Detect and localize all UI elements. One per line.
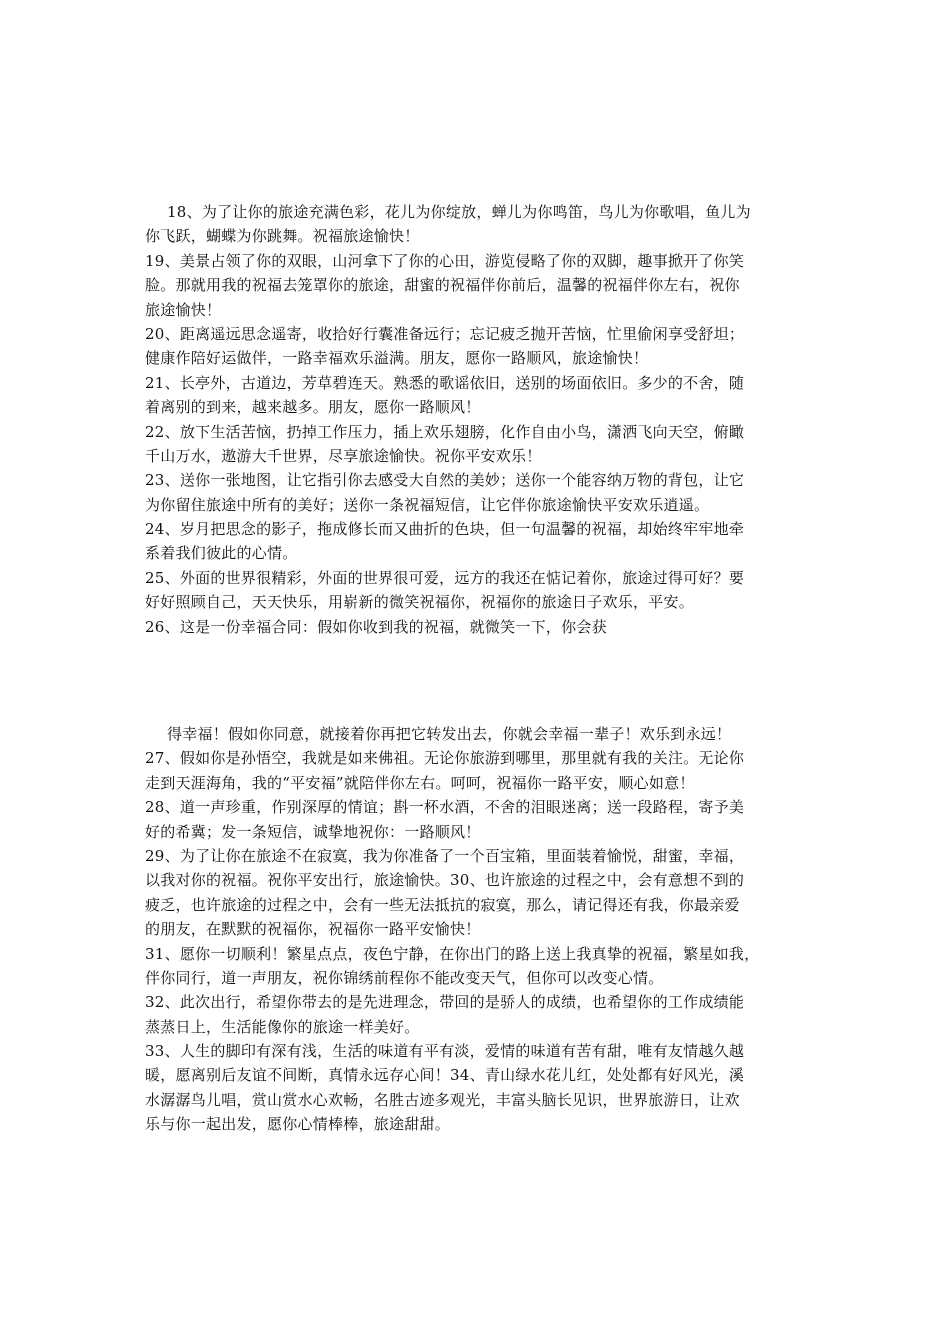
text-line: 28、道一声珍重，作别深厚的情谊；斟一杯水酒，不舍的泪眼迷离；送一段路程，寄予美 [145, 798, 745, 817]
text-line: 千山万水，遨游大千世界，尽享旅途愉快。祝你平安欢乐！ [145, 446, 542, 465]
text-line: 好的希冀；发一条短信，诚挚地祝你：一路顺风！ [145, 822, 481, 841]
text-line: 乐与你一起出发，愿你心情棒棒，旅途甜甜。 [145, 1115, 451, 1134]
text-line: 你飞跃，蝴蝶为你跳舞。祝福旅途愉快！ [145, 227, 420, 246]
text-line: 为你留住旅途中所有的美好；送你一条祝福短信，让它伴你旅途愉快平安欢乐逍遥。 [145, 495, 710, 514]
text-line: 伴你同行，道一声朋友，祝你锦绣前程你不能改变天气，但你可以改变心情。 [145, 968, 664, 987]
text-line: 19、美景占领了你的双眼，山河拿下了你的心田，游览侵略了你的双脚，趣事掀开了你笑 [145, 251, 745, 270]
text-line: 23、送你一张地图，让它指引你去感受大自然的美妙；送你一个能容纳万物的背包，让它 [145, 471, 745, 490]
text-line: 22、放下生活苦恼，扔掉工作压力，插上欢乐翅膀，化作自由小鸟，潇洒飞向天空，俯瞰 [145, 422, 745, 441]
text-line: 20、距离遥远思念遥寄，收拾好行囊准备远行；忘记疲乏抛开苦恼，忙里偷闲享受舒坦； [145, 324, 745, 343]
text-line: 得幸福！假如你同意，就接着你再把它转发出去，你就会幸福一辈子！欢乐到永远！ [167, 725, 732, 743]
text-line: 疲乏，也许旅途的过程之中，会有一些无法抵抗的寂寞，那么，请记得还有我，你最亲爱 [145, 895, 740, 914]
text-line: 32、此次出行，希望你带去的是先进理念，带回的是骄人的成绩，也希望你的工作成绩能 [145, 993, 745, 1012]
text-line: 以我对你的祝福。祝你平安出行，旅途愉快。30、也许旅途的过程之中，会有意想不到的 [145, 871, 745, 890]
text-line: 旅途愉快！ [145, 300, 222, 319]
text-line: 水潺潺鸟儿唱，赏山赏水心欢畅，名胜古迹多观光，丰富头脑长见识，世界旅游日，让欢 [145, 1090, 740, 1109]
text-line: 26、这是一份幸福合同：假如你收到我的祝福，就微笑一下，你会获 [145, 617, 607, 636]
text-line: 着离别的到来，越来越多。朋友，愿你一路顺风！ [145, 398, 481, 417]
text-line: 脸。那就用我的祝福去笼罩你的旅途，甜蜜的祝福伴你前后，温馨的祝福伴你左右，祝你 [145, 276, 740, 295]
text-block-bottom [145, 722, 817, 1137]
text-line: 好好照顾自己，天天快乐，用崭新的微笑祝福你，祝福你的旅途日子欢乐，平安。 [145, 593, 695, 612]
text-line: 18、为了让你的旅途充满色彩，花儿为你绽放，蝉儿为你鸣笛，鸟儿为你歌唱，鱼儿为 [167, 203, 751, 221]
text-line: 健康作陪好运做伴，一路幸福欢乐溢满。朋友，愿你一路顺风，旅途愉快！ [145, 349, 649, 368]
text-line: 的朋友，在默默的祝福你，祝福你一路平安愉快！ [145, 920, 481, 939]
text-block-top [145, 200, 817, 639]
text-line: 走到天涯海角，我的“平安福”就陪伴你左右。呵呵，祝福你一路平安，顺心如意！ [145, 773, 695, 792]
text-line: 25、外面的世界很精彩，外面的世界很可爱，远方的我还在惦记着你，旅途过得可好？要 [145, 568, 745, 587]
text-line: 暖，愿离别后友谊不间断，真情永远存心间！34、青山绿水花儿红，处处都有好风光，溪 [145, 1066, 745, 1085]
text-line: 33、人生的脚印有深有浅，生活的味道有平有淡，爱情的味道有苦有甜，唯有友情越久越 [145, 1042, 745, 1061]
text-line: 27、假如你是孙悟空，我就是如来佛祖。无论你旅游到哪里，那里就有我的关注。无论你 [145, 749, 745, 768]
text-line: 29、为了让你在旅途不在寂寞，我为你准备了一个百宝箱，里面装着愉悦，甜蜜，幸福， [145, 846, 745, 865]
text-line: 24、岁月把思念的影子，拖成修长而又曲折的色块，但一句温馨的祝福，却始终牢牢地牵 [145, 520, 745, 539]
text-line: 21、长亭外，古道边，芳草碧连天。熟悉的歌谣依旧，送别的场面依旧。多少的不舍，随 [145, 373, 745, 392]
text-line: 31、愿你一切顺利！繁星点点，夜色宁静，在你出门的路上送上我真挚的祝福，繁星如我， [145, 944, 760, 963]
text-line: 系着我们彼此的心情。 [145, 544, 298, 563]
text-line: 蒸蒸日上，生活能像你的旅途一样美好。 [145, 1017, 420, 1036]
